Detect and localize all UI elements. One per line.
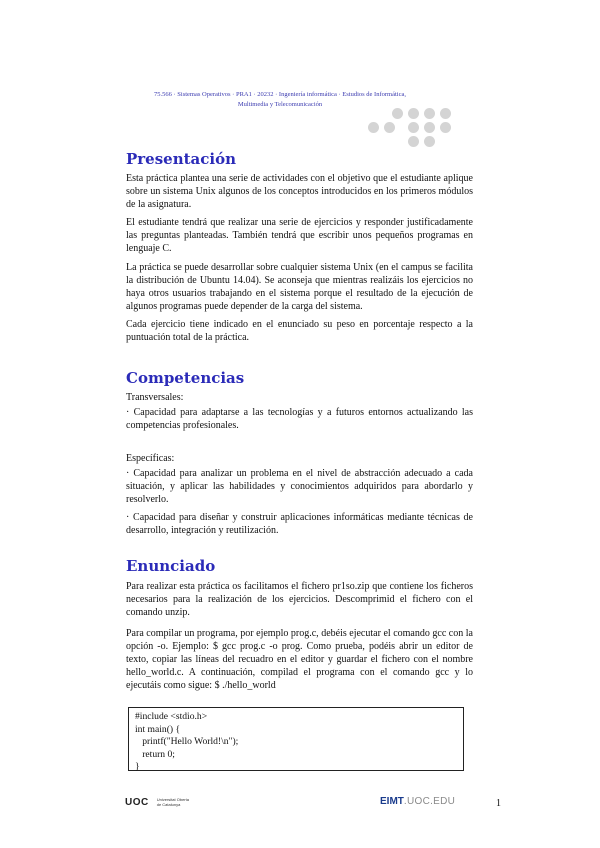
presentacion-paragraph-4: Cada ejercicio tiene indicado en el enunciado su peso en porcentaje respecto a la puntuación total de la práctica. (126, 319, 473, 343)
dot (440, 108, 451, 119)
dot (368, 122, 379, 133)
transversales-label: Transversales: (126, 392, 184, 403)
dot (408, 136, 419, 147)
presentacion-paragraph-1: Esta práctica plantea una serie de actividades con el objetivo que el estudiante aplique sobre un sistema Unix algunos de los conceptos introducidos en los primeros módulos de la asignatura. (126, 173, 473, 210)
header-line-2: Multimedia y Telecomunicación (237, 101, 323, 108)
transversales-item-1: · Capacidad para adaptarse a las tecnologías y a futuros entornos actualizando las competencias profesionales. (126, 407, 473, 431)
presentacion-paragraph-3: La práctica se puede desarrollar sobre cualquier sistema Unix (en el campus se facilita la distribución de Ubuntu 14.04). Se aconseja que mientras realizáis los ejercicios no haya otros usuarios trabajando en el sistema porque el resultado de la ejecución de algunos programas puede depender de la carga del sistema. (126, 262, 473, 312)
section-title-enunciado: Enunciado (126, 557, 216, 575)
dot (440, 122, 451, 133)
dot (424, 108, 435, 119)
section-title-competencias: Competencias (126, 369, 245, 387)
especificas-label: Específicas: (126, 453, 175, 464)
uoc-logo-subtitle (157, 797, 189, 807)
uoc-sub-line-2: de Catalunya (156, 802, 181, 807)
dot (384, 122, 395, 133)
dot (392, 108, 403, 119)
footer-site-domain: .UOC.EDU (403, 796, 456, 807)
dot (408, 122, 419, 133)
header-line-1: 75.566 · Sistemas Operativos · PRA1 · 20232 · Ingeniería informática · Estudios de Informática, (154, 91, 406, 98)
section-title-presentacion: Presentación (126, 150, 237, 168)
enunciado-paragraph-2: Para compilar un programa, por ejemplo prog.c, debéis ejecutar el comando gcc con la opción -o. Ejemplo: $ gcc prog.c -o prog. Como prueba, podéis abrir un editor de texto, copiar las líneas del recuadro en el editor y guardar el fichero con el nombre hello_world.c. A continuación, compilad el programa con el comando gcc y lo ejecutáis como sigue: $ ./hello_world (126, 628, 473, 691)
page-number: 1 (496, 798, 501, 809)
presentacion-paragraph-2: El estudiante tendrá que realizar una serie de ejercicios y responder justificadamente las preguntas planteadas. También tendrá que escribir unos pequeños programas en lenguaje C. (126, 217, 473, 254)
footer-site-link[interactable] (380, 796, 455, 807)
code-box: #include <stdio.h> int main() { printf("Hello World!\n"); return 0; } (128, 707, 464, 771)
page-header (130, 90, 430, 110)
dot (408, 108, 419, 119)
especificas-item-1: · Capacidad para analizar un problema en el nivel de abstracción adecuado a cada situación, y aplicar las habilidades y conocimientos adquiridos para abordarlo y resolverlo. (126, 468, 473, 505)
decorative-dots (368, 108, 478, 148)
uoc-logo (125, 796, 189, 808)
footer-site-eimt: EIMT (380, 796, 404, 807)
uoc-logo-mark: UOC (125, 796, 149, 808)
dot (424, 136, 435, 147)
dot (424, 122, 435, 133)
enunciado-paragraph-1: Para realizar esta práctica os facilitamos el fichero pr1so.zip que contiene los ficheros necesarios para la realización de los ejercicios. Descomprimid el fichero con el comando unzip. (126, 581, 473, 618)
especificas-item-2: · Capacidad para diseñar y construir aplicaciones informáticas mediante técnicas de desarrollo, integración y reutilización. (126, 512, 473, 536)
uoc-sub-line-1: Universitat Oberta (156, 797, 189, 802)
